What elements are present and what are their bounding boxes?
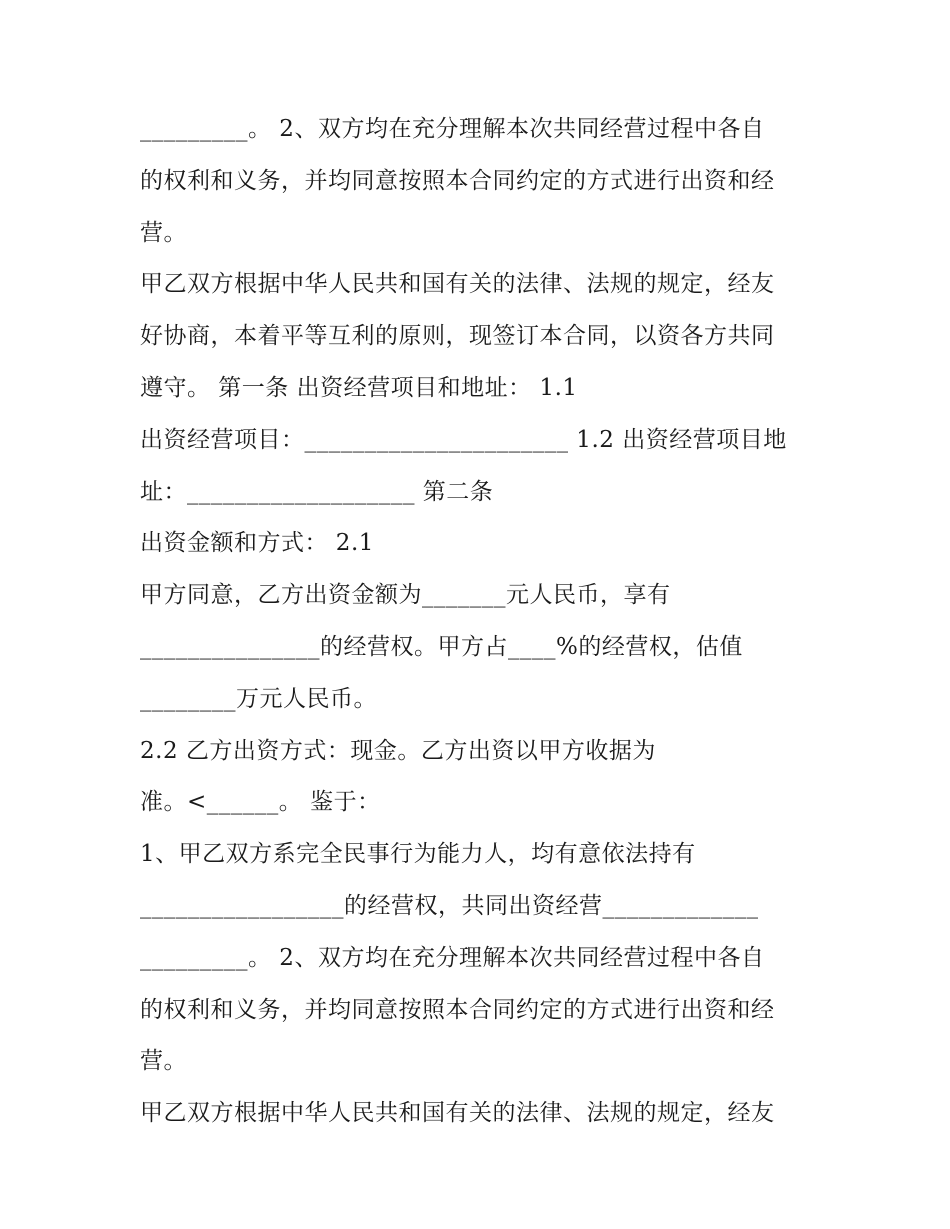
text-line: 的权利和义务，并均同意按照本合同约定的方式进行出资和经	[140, 167, 775, 194]
text-line: 甲乙双方根据中华人民共和国有关的法律、法规的规定，经友	[140, 271, 775, 298]
text-line: 甲乙双方根据中华人民共和国有关的法律、法规的规定，经友	[140, 1100, 775, 1127]
text-line: 2.2 乙方出资方式：现金。乙方出资以甲方收据为	[140, 737, 656, 764]
document-body	[140, 104, 820, 1140]
text-line: 址：___________________ 第二条	[140, 478, 494, 505]
text-line: 准。<______。 鉴于：	[140, 789, 381, 816]
text-line: 好协商，本着平等互利的原则，现签订本合同，以资各方共同	[140, 323, 775, 350]
text-line: _________。 2、双方均在充分理解本次共同经营过程中各自	[140, 944, 765, 971]
text-line: _________________的经营权，共同出资经营_____________	[140, 892, 759, 919]
text-line: 遵守。 第一条 出资经营项目和地址： 1.1	[140, 374, 578, 401]
text-line: 营。	[140, 219, 187, 246]
text-line: 出资金额和方式： 2.1	[140, 530, 374, 557]
text-line: 的权利和义务，并均同意按照本合同约定的方式进行出资和经	[140, 996, 775, 1023]
text-line: ________万元人民币。	[140, 685, 377, 712]
text-line: _________。 2、双方均在充分理解本次共同经营过程中各自	[140, 116, 765, 142]
text-line: 营。	[140, 1048, 187, 1075]
text-line: 1、甲乙双方系完全民事行为能力人，均有意依法持有	[140, 841, 696, 868]
text-line: 出资经营项目：______________________ 1.2 出资经营项目地	[140, 426, 787, 453]
text-line: 甲方同意，乙方出资金额为_______元人民币，享有	[140, 582, 671, 609]
text-line: _______________的经营权。甲方占____%的经营权，估值	[140, 633, 743, 660]
